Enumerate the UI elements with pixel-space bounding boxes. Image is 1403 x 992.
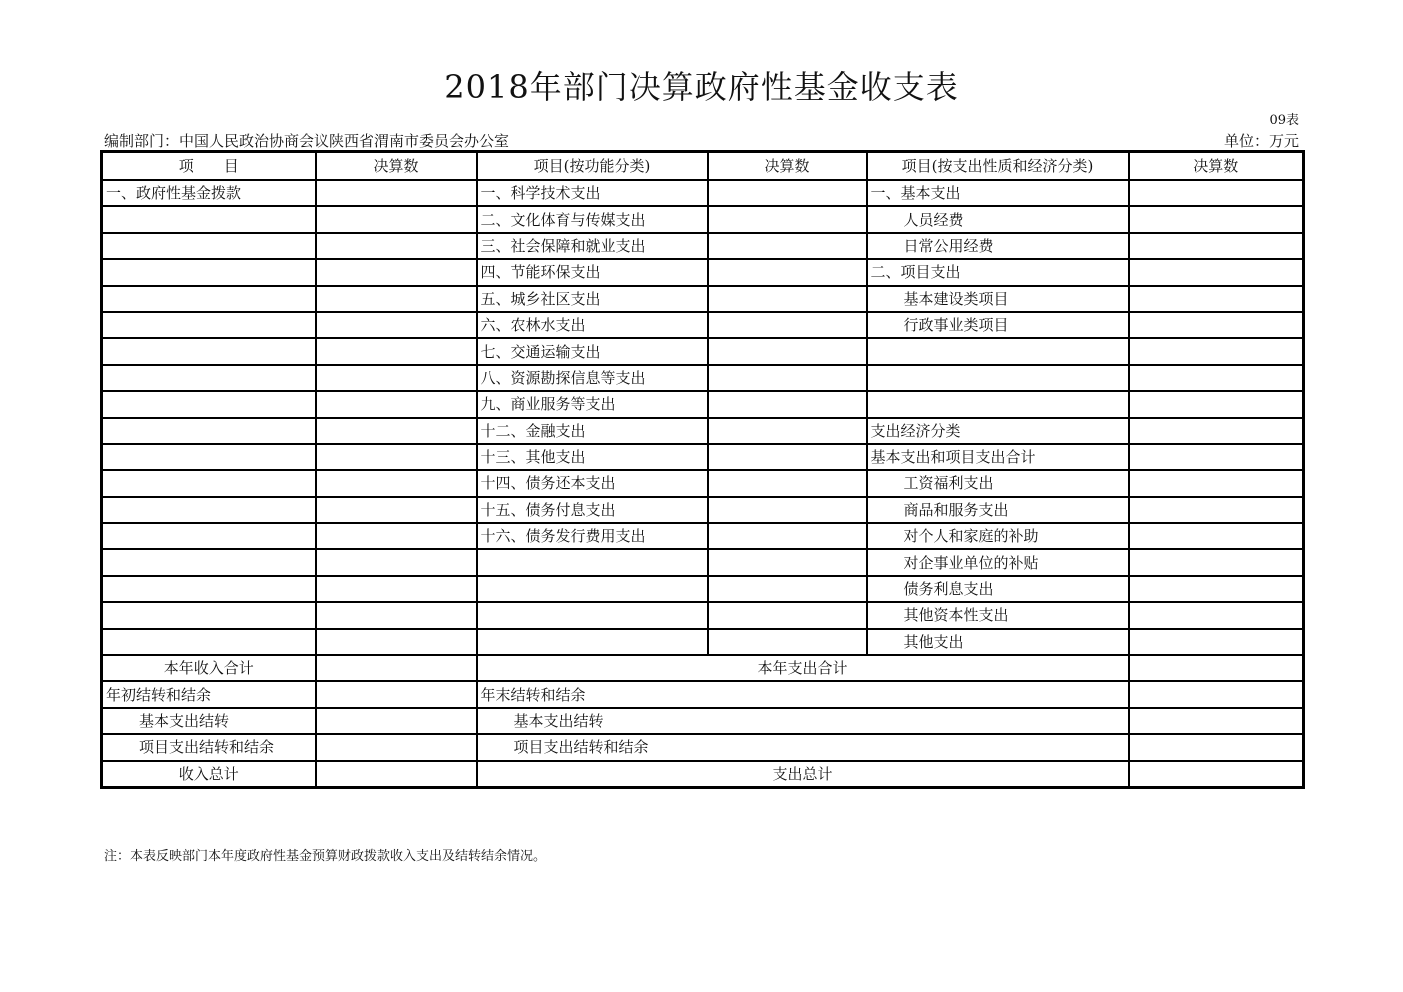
- cell-value: [316, 576, 477, 602]
- cell-income-item: [102, 444, 316, 470]
- cell-value: [708, 206, 867, 232]
- cell-value: [316, 286, 477, 312]
- cell-function-item: 十三、其他支出: [477, 444, 708, 470]
- cell-income-item: [102, 312, 316, 338]
- cell-function-item: [477, 629, 708, 655]
- table-row: [102, 734, 1304, 760]
- cell-value: [1129, 206, 1304, 232]
- header-amount: 决算数: [1129, 152, 1304, 181]
- cell-value: [316, 761, 477, 788]
- cell-value: [316, 681, 477, 707]
- cell-function-item: 三、社会保障和就业支出: [477, 233, 708, 259]
- cell-income-item: [102, 233, 316, 259]
- cell-value: [1129, 365, 1304, 391]
- cell-value: [708, 286, 867, 312]
- cell-value: [1129, 549, 1304, 575]
- cell-economic-item: [867, 338, 1129, 364]
- cell-function-item: [477, 576, 708, 602]
- cell-income-item: [102, 418, 316, 444]
- cell-function-item: 六、农林水支出: [477, 312, 708, 338]
- cell-project-carry-out: 项目支出结转和结余: [477, 734, 1129, 760]
- cell-value: [1129, 734, 1304, 760]
- cell-value: [316, 391, 477, 417]
- table-row: [102, 629, 1304, 655]
- cell-economic-item: 二、项目支出: [867, 259, 1129, 285]
- table-row: [102, 259, 1304, 285]
- cell-value: [708, 391, 867, 417]
- cell-economic-item: 行政事业类项目: [867, 312, 1129, 338]
- cell-value: [316, 418, 477, 444]
- cell-value: [708, 259, 867, 285]
- cell-expense-total: 支出总计: [477, 761, 1129, 788]
- cell-function-item: 九、商业服务等支出: [477, 391, 708, 417]
- cell-value: [316, 312, 477, 338]
- cell-begin-balance: 年初结转和结余: [102, 681, 316, 707]
- cell-economic-item: 债务利息支出: [867, 576, 1129, 602]
- table-row: [102, 761, 1304, 788]
- table-row: [102, 391, 1304, 417]
- cell-value: [316, 180, 477, 206]
- cell-function-item: 七、交通运输支出: [477, 338, 708, 364]
- cell-end-balance: 年末结转和结余: [477, 681, 1129, 707]
- cell-project-carry-in: 项目支出结转和结余: [102, 734, 316, 760]
- cell-value: [1129, 338, 1304, 364]
- cell-value: [708, 576, 867, 602]
- cell-function-item: 二、文化体育与传媒支出: [477, 206, 708, 232]
- cell-value: [1129, 523, 1304, 549]
- table-row: [102, 206, 1304, 232]
- header-item: 项 目: [102, 152, 316, 181]
- cell-value: [1129, 312, 1304, 338]
- table-row: [102, 681, 1304, 707]
- cell-income-item: [102, 365, 316, 391]
- cell-value: [708, 312, 867, 338]
- cell-economic-item: 对企事业单位的补贴: [867, 549, 1129, 575]
- cell-value: [316, 549, 477, 575]
- cell-value: [1129, 391, 1304, 417]
- cell-value: [1129, 418, 1304, 444]
- cell-value: [316, 497, 477, 523]
- cell-value: [1129, 629, 1304, 655]
- cell-economic-item: 人员经费: [867, 206, 1129, 232]
- cell-value: [316, 602, 477, 628]
- cell-income-item: [102, 497, 316, 523]
- header-function-item: 项目(按功能分类): [477, 152, 708, 181]
- cell-value: [316, 365, 477, 391]
- cell-value: [316, 206, 477, 232]
- table-row: [102, 312, 1304, 338]
- cell-value: [316, 233, 477, 259]
- cell-value: [1129, 470, 1304, 496]
- cell-value: [708, 338, 867, 364]
- cell-economic-item: 支出经济分类: [867, 418, 1129, 444]
- cell-income-total: 收入总计: [102, 761, 316, 788]
- table-row: [102, 286, 1304, 312]
- fund-table: [100, 150, 1305, 789]
- header-economic-item: 项目(按支出性质和经济分类): [867, 152, 1129, 181]
- table-row: [102, 549, 1304, 575]
- table-row: [102, 655, 1304, 681]
- table-row: [102, 708, 1304, 734]
- cell-value: [316, 523, 477, 549]
- table-row: [102, 470, 1304, 496]
- cell-value: [316, 444, 477, 470]
- cell-value: [1129, 180, 1304, 206]
- header-amount: 决算数: [708, 152, 867, 181]
- table-row: [102, 523, 1304, 549]
- cell-value: [1129, 761, 1304, 788]
- cell-economic-item: 一、基本支出: [867, 180, 1129, 206]
- cell-function-item: 十二、金融支出: [477, 418, 708, 444]
- page-title: 2018年部门决算政府性基金收支表: [444, 68, 959, 106]
- cell-value: [1129, 602, 1304, 628]
- cell-value: [1129, 497, 1304, 523]
- cell-value: [708, 418, 867, 444]
- header-amount: 决算数: [316, 152, 477, 181]
- table-row: [102, 365, 1304, 391]
- cell-value: [316, 629, 477, 655]
- cell-function-item: [477, 549, 708, 575]
- cell-income-item: [102, 629, 316, 655]
- cell-value: [316, 259, 477, 285]
- cell-function-item: 十六、债务发行费用支出: [477, 523, 708, 549]
- table-row: [102, 497, 1304, 523]
- cell-income-item: [102, 259, 316, 285]
- cell-economic-item: 工资福利支出: [867, 470, 1129, 496]
- cell-value: [708, 602, 867, 628]
- cell-income-item: [102, 523, 316, 549]
- table-row: [102, 338, 1304, 364]
- cell-value: [708, 497, 867, 523]
- cell-income-total-year: 本年收入合计: [102, 655, 316, 681]
- cell-income-item: [102, 602, 316, 628]
- cell-economic-item: 其他资本性支出: [867, 602, 1129, 628]
- cell-income-item: 一、政府性基金拨款: [102, 180, 316, 206]
- cell-economic-item: 其他支出: [867, 629, 1129, 655]
- table-row: [102, 576, 1304, 602]
- cell-basic-carry-in: 基本支出结转: [102, 708, 316, 734]
- footnote: 注：本表反映部门本年度政府性基金预算财政拨款收入支出及结转结余情况。: [104, 849, 547, 864]
- cell-value: [1129, 233, 1304, 259]
- cell-value: [316, 470, 477, 496]
- cell-income-item: [102, 286, 316, 312]
- cell-function-item: 八、资源勘探信息等支出: [477, 365, 708, 391]
- cell-basic-carry-out: 基本支出结转: [477, 708, 1129, 734]
- cell-value: [708, 180, 867, 206]
- table-row: [102, 233, 1304, 259]
- cell-value: [708, 549, 867, 575]
- table-row: [102, 418, 1304, 444]
- cell-economic-item: 对个人和家庭的补助: [867, 523, 1129, 549]
- cell-economic-item: 日常公用经费: [867, 233, 1129, 259]
- cell-value: [708, 523, 867, 549]
- cell-function-item: 四、节能环保支出: [477, 259, 708, 285]
- table-row: [102, 180, 1304, 206]
- cell-economic-item: [867, 365, 1129, 391]
- cell-economic-item: 基本支出和项目支出合计: [867, 444, 1129, 470]
- cell-value: [708, 444, 867, 470]
- cell-value: [708, 629, 867, 655]
- cell-value: [316, 734, 477, 760]
- unit-label: 单位：万元: [1223, 132, 1299, 150]
- cell-economic-item: 商品和服务支出: [867, 497, 1129, 523]
- cell-function-item: 十五、债务付息支出: [477, 497, 708, 523]
- cell-income-item: [102, 338, 316, 364]
- cell-value: [708, 233, 867, 259]
- cell-value: [1129, 576, 1304, 602]
- summary-rows: [102, 655, 1304, 787]
- cell-function-item: 十四、债务还本支出: [477, 470, 708, 496]
- cell-value: [1129, 286, 1304, 312]
- cell-income-item: [102, 549, 316, 575]
- table-row: [102, 602, 1304, 628]
- cell-value: [708, 470, 867, 496]
- cell-function-item: 一、科学技术支出: [477, 180, 708, 206]
- cell-value: [1129, 681, 1304, 707]
- cell-economic-item: [867, 391, 1129, 417]
- cell-value: [316, 708, 477, 734]
- cell-income-item: [102, 576, 316, 602]
- cell-income-item: [102, 470, 316, 496]
- cell-income-item: [102, 391, 316, 417]
- cell-expense-total-year: 本年支出合计: [477, 655, 1129, 681]
- cell-economic-item: 基本建设类项目: [867, 286, 1129, 312]
- cell-value: [708, 365, 867, 391]
- cell-value: [1129, 259, 1304, 285]
- header-row: [102, 152, 1304, 181]
- form-number: 09表: [1269, 113, 1299, 128]
- cell-value: [1129, 708, 1304, 734]
- cell-value: [316, 655, 477, 681]
- table-row: [102, 444, 1304, 470]
- cell-function-item: [477, 602, 708, 628]
- cell-value: [316, 338, 477, 364]
- cell-function-item: 五、城乡社区支出: [477, 286, 708, 312]
- cell-value: [1129, 655, 1304, 681]
- department-label: 编制部门：中国人民政治协商会议陕西省渭南市委员会办公室: [104, 132, 510, 150]
- cell-value: [1129, 444, 1304, 470]
- cell-income-item: [102, 206, 316, 232]
